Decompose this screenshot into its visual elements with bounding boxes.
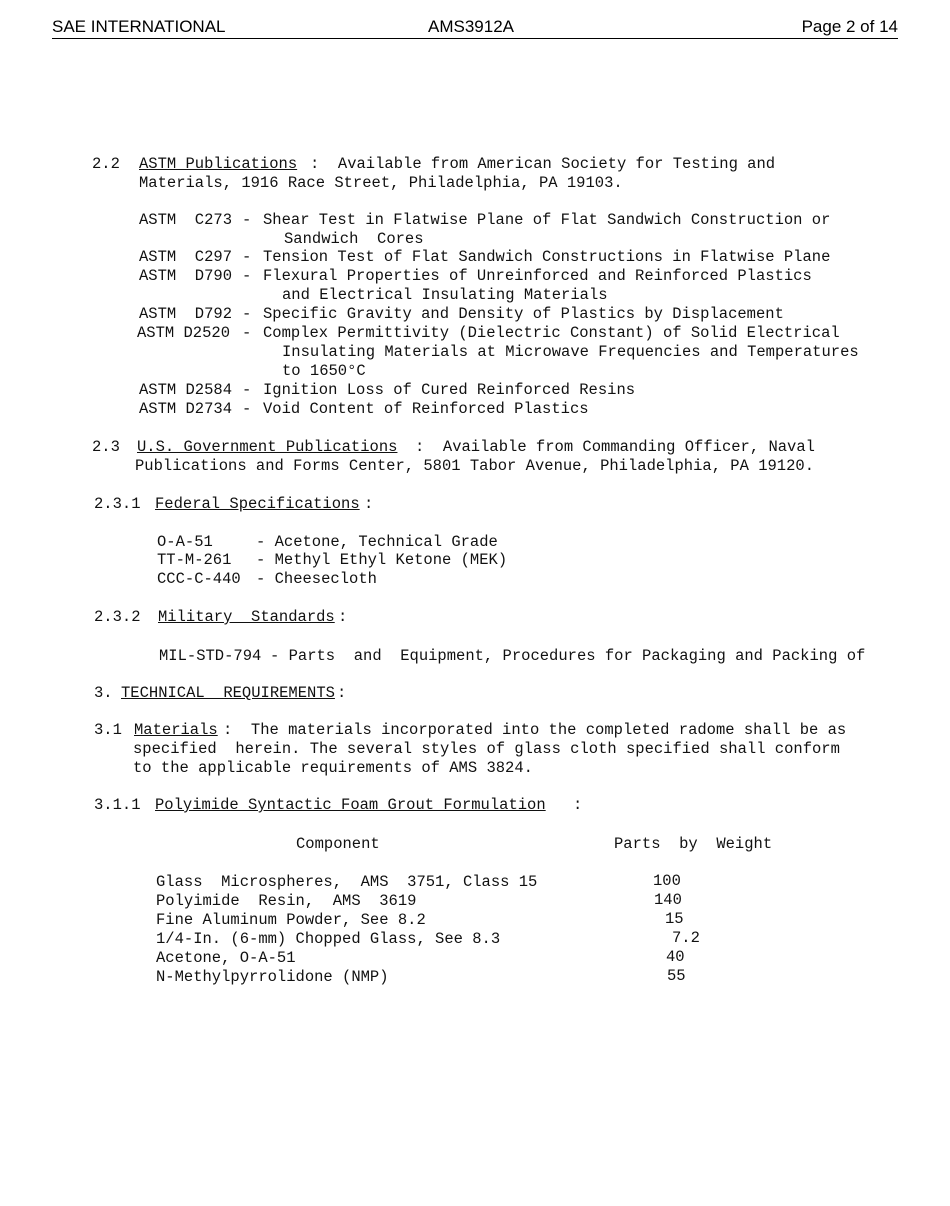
header-organization: SAE INTERNATIONAL — [52, 17, 226, 36]
table-cell-component: 1/4-In. (6-mm) Chopped Glass, See 8.3 — [156, 930, 501, 948]
section-title: ASTM Publications — [139, 155, 298, 173]
reference-title: Specific Gravity and Density of Plastics by Displacement — [263, 305, 784, 323]
section-colon: : — [337, 684, 347, 702]
reference-title: Complex Permittivity (Dielectric Constant) of Solid Electrical — [263, 324, 840, 342]
header-page-number: Page 2 of 14 — [801, 17, 898, 36]
reference-dash: - — [242, 324, 252, 342]
page-header — [52, 16, 898, 39]
section-text: Materials, 1916 Race Street, Philadelphia, PA 19103. — [139, 174, 623, 192]
table-cell-component: Acetone, O-A-51 — [156, 949, 296, 967]
reference-dash: - — [242, 248, 252, 266]
spec-desc: - Acetone, Technical Grade — [256, 533, 498, 551]
reference-code: ASTM C297 — [139, 248, 233, 266]
table-cell-parts: 100 — [653, 872, 681, 890]
section-text: specified herein. The several styles of glass cloth specified shall conform — [133, 740, 840, 758]
section-number: 3.1 — [94, 721, 122, 739]
standard-desc: - Parts and Equipment, Procedures for Packaging and Packing of — [270, 647, 866, 665]
section-text: : Available from Commanding Officer, Naval — [415, 438, 815, 456]
section-colon: : — [364, 495, 374, 513]
section-title: Polyimide Syntactic Foam Grout Formulation — [155, 796, 546, 814]
standard-code: MIL-STD-794 — [159, 647, 262, 665]
reference-dash: - — [242, 400, 252, 418]
reference-title: Flexural Properties of Unreinforced and Reinforced Plastics — [263, 267, 812, 285]
table-cell-parts: 15 — [665, 910, 684, 928]
spec-desc: - Cheesecloth — [256, 570, 377, 588]
reference-title: Void Content of Reinforced Plastics — [263, 400, 589, 418]
table-header-component: Component — [296, 835, 380, 853]
section-colon: : — [573, 796, 583, 814]
header-document-id: AMS3912A — [428, 17, 514, 36]
reference-title: Ignition Loss of Cured Reinforced Resins — [263, 381, 636, 399]
table-header-parts: Parts by Weight — [614, 835, 773, 853]
reference-code: ASTM D2520 — [137, 324, 231, 342]
section-text: to the applicable requirements of AMS 3824. — [133, 759, 533, 777]
section-text: : The materials incorporated into the completed radome shall be as — [223, 721, 847, 739]
spec-desc: - Methyl Ethyl Ketone (MEK) — [256, 551, 508, 569]
table-cell-parts: 40 — [666, 948, 685, 966]
reference-code: ASTM D792 — [139, 305, 233, 323]
section-number: 3. — [94, 684, 113, 702]
section-title: Military Standards — [158, 608, 335, 626]
reference-code: ASTM D2584 — [139, 381, 233, 399]
reference-title: Sandwich Cores — [284, 230, 424, 248]
section-number: 2.3 — [92, 438, 120, 456]
section-title: Federal Specifications — [155, 495, 360, 513]
section-title: Materials — [134, 721, 218, 739]
section-text: : Available from American Society for Testing and — [310, 155, 776, 173]
section-number: 2.3.1 — [94, 495, 141, 513]
reference-dash: - — [242, 381, 252, 399]
reference-dash: - — [242, 211, 252, 229]
table-cell-parts: 140 — [654, 891, 682, 909]
reference-title: to 1650°C — [282, 362, 366, 380]
table-cell-component: Fine Aluminum Powder, See 8.2 — [156, 911, 426, 929]
spec-code: TT-M-261 — [157, 551, 232, 569]
spec-code: O-A-51 — [157, 533, 213, 551]
table-cell-parts: 7.2 — [672, 929, 700, 947]
section-number: 2.2 — [92, 155, 120, 173]
reference-title: Insulating Materials at Microwave Frequencies and Temperatures — [282, 343, 859, 361]
table-cell-component: N-Methylpyrrolidone (NMP) — [156, 968, 389, 986]
reference-code: ASTM D790 — [139, 267, 233, 285]
reference-dash: - — [242, 267, 252, 285]
reference-dash: - — [242, 305, 252, 323]
reference-code: ASTM D2734 — [139, 400, 233, 418]
spec-code: CCC-C-440 — [157, 570, 241, 588]
table-cell-component: Glass Microspheres, AMS 3751, Class 15 — [156, 873, 538, 891]
reference-code: ASTM C273 — [139, 211, 233, 229]
reference-title: and Electrical Insulating Materials — [282, 286, 608, 304]
reference-title: Tension Test of Flat Sandwich Constructions in Flatwise Plane — [263, 248, 831, 266]
section-title: TECHNICAL REQUIREMENTS — [121, 684, 335, 702]
section-number: 3.1.1 — [94, 796, 141, 814]
reference-title: Shear Test in Flatwise Plane of Flat Sandwich Construction or — [263, 211, 831, 229]
section-number: 2.3.2 — [94, 608, 141, 626]
table-cell-component: Polyimide Resin, AMS 3619 — [156, 892, 417, 910]
section-colon: : — [338, 608, 348, 626]
section-title: U.S. Government Publications — [137, 438, 398, 456]
section-text: Publications and Forms Center, 5801 Tabor Avenue, Philadelphia, PA 19120. — [135, 457, 815, 475]
table-cell-parts: 55 — [667, 967, 686, 985]
